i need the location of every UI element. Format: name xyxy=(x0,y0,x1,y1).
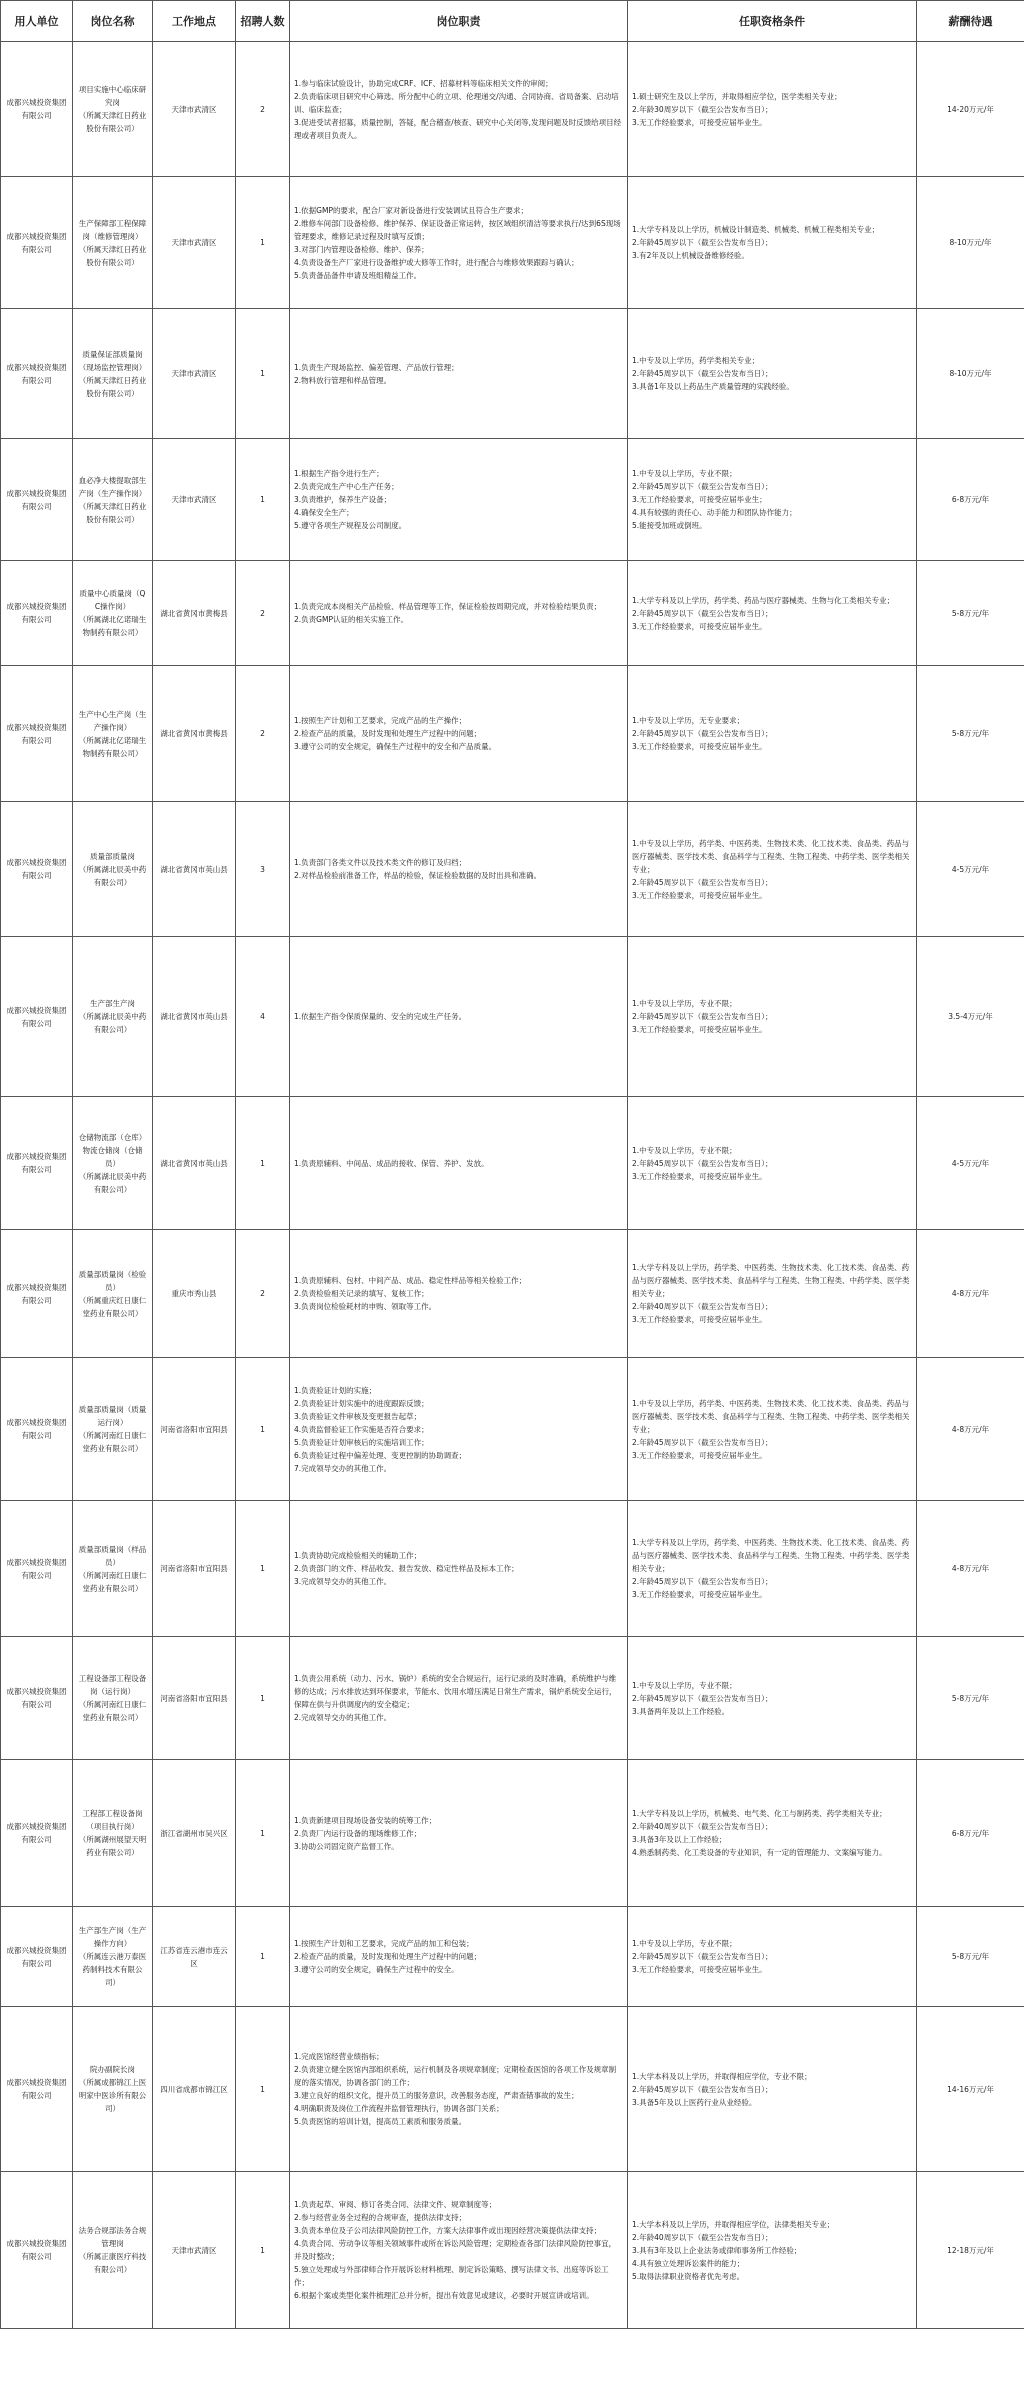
cell-requirements-text: 1.中专及以上学历，专业不限； 2.年龄45周岁以下（截至公告发布当日）； 3.具备两年及以上工作经验。 xyxy=(632,1680,773,1716)
cell-salary-text: 8-10万元/年 xyxy=(949,369,992,378)
cell-position xyxy=(73,1760,153,1907)
cell-count-text: 1 xyxy=(260,495,265,504)
cell-company xyxy=(1,2172,73,2329)
cell-duties-text: 1.负责生产现场监控、偏差管理、产品放行管理； 2.物料放行管理和样品管理。 xyxy=(294,362,459,385)
cell-salary-text: 3.5-4万元/年 xyxy=(948,1012,993,1021)
cell-location-text: 江苏省连云港市连云区 xyxy=(160,1945,228,1968)
cell-position xyxy=(73,177,153,309)
table-body xyxy=(1,42,1024,2329)
cell-location xyxy=(153,1907,236,2007)
cell-duties xyxy=(290,561,628,666)
header-location: 工作地点 xyxy=(153,1,236,42)
cell-location-text: 四川省成都市锦江区 xyxy=(160,2084,228,2094)
cell-duties-text: 1.负责验证计划的实施； 2.负责验证计划实施中的进度跟踪反馈； 3.负责验证文件审核及变更报告起草； 4.负责监督验证工作实施是否符合要求； 5.负责验证计划审核后的实施培训工作； 6.负责验证过程中偏差处理、变更控制的协助调查； 7.完成领导交办的其他工作。 xyxy=(294,1385,467,1473)
cell-salary xyxy=(917,439,1024,561)
cell-company xyxy=(1,1358,73,1501)
cell-count xyxy=(236,1907,290,2007)
cell-requirements-text: 1.中专及以上学历，药学类、中医药类、生物技术类、化工技术类、食品类、药品与医疗器械类、医学技术类、食品科学与工程类、生物工程类、中药学类、医学类相关专业； 2.年龄45周岁以下（截至公告发布当日）； 3.无工作经验要求，可接受应届毕业生。 xyxy=(632,1398,910,1460)
cell-salary-text: 14-20万元/年 xyxy=(947,104,994,114)
cell-count xyxy=(236,1760,290,1907)
cell-company xyxy=(1,802,73,937)
cell-company xyxy=(1,937,73,1097)
cell-location xyxy=(153,177,236,309)
cell-requirements-text: 1.硕士研究生及以上学历，并取得相应学位，医学类相关专业； 2.年龄30周岁以下（截至公告发布当日）； 3.无工作经验要求，可接受应届毕业生。 xyxy=(632,91,842,127)
cell-requirements xyxy=(628,1230,917,1358)
header-requirements: 任职资格条件 xyxy=(628,1,917,42)
cell-count-text: 1 xyxy=(260,1828,265,1838)
cell-position xyxy=(73,937,153,1097)
cell-salary xyxy=(917,1637,1024,1760)
cell-requirements xyxy=(628,666,917,802)
cell-duties xyxy=(290,42,628,177)
cell-requirements xyxy=(628,802,917,937)
cell-count xyxy=(236,309,290,439)
cell-location xyxy=(153,1637,236,1760)
cell-company xyxy=(1,561,73,666)
header-salary: 薪酬待遇 xyxy=(917,1,1024,42)
cell-count xyxy=(236,439,290,561)
cell-duties xyxy=(290,1358,628,1501)
cell-location-text: 重庆市秀山县 xyxy=(171,1289,217,1298)
cell-duties xyxy=(290,1097,628,1230)
table-row xyxy=(1,1358,1024,1501)
cell-requirements-text: 1.中专及以上学历，药学类相关专业； 2.年龄45周岁以下（截至公告发布当日）； 3.具备1年及以上药品生产质量管理的实践经验。 xyxy=(632,356,794,391)
cell-company xyxy=(1,309,73,439)
cell-salary-text: 5-8万元/年 xyxy=(951,1952,990,1961)
cell-requirements xyxy=(628,561,917,666)
cell-count xyxy=(236,1637,290,1760)
cell-count xyxy=(236,1097,290,1230)
cell-location-text: 浙江省湖州市吴兴区 xyxy=(160,1828,228,1838)
cell-company xyxy=(1,2007,73,2172)
cell-salary-text: 4-8万元/年 xyxy=(951,1289,990,1298)
cell-duties-text: 1.依据GMP的要求，配合厂家对新设备进行安装调试且符合生产要求； 2.维修车间部门设备检修、维护保养、保证设备正常运转，按区域组织清洁等要求执行/达到6S现场管理要求，维修记录过程及时填写反馈； 3.对部门内管理设备检修、维护、保养； 4.负责设备生产厂家进行设备维护或大修等工作时，进行配合与维修效果跟踪与确认； 5.负责备品备件申请及班组精益工作。 xyxy=(294,205,621,280)
cell-salary-text: 4-8万元/年 xyxy=(951,1424,990,1434)
cell-location xyxy=(153,1358,236,1501)
cell-duties xyxy=(290,937,628,1097)
cell-duties xyxy=(290,1501,628,1637)
cell-salary xyxy=(917,309,1024,439)
cell-duties-text: 1.负责起草、审阅、修订各类合同、法律文件、规章制度等； 2.参与经营业务全过程的合规审查，提供法律支持； 3.负责本单位及子公司法律风险防控工作，方案大法律事件或出现因经营决策提供法律支持； 4.负责合同、劳动争议等相关领域事件或所在诉讼风险管理；定期检查各部门法律风险防控事宜，并及时整改； 5.独立处理或与外部律师合作开展诉讼材料梳理、制定诉讼策略、撰写法律文书、出庭等诉讼工作； 6.根据个案或类型化案件梳理汇总并分析，提出有效意见或建议，必要时开展宣讲或培训。 xyxy=(294,2200,617,2300)
cell-position xyxy=(73,2172,153,2329)
cell-salary xyxy=(917,1097,1024,1230)
cell-count xyxy=(236,1501,290,1637)
cell-position xyxy=(73,1501,153,1637)
table-row xyxy=(1,2172,1024,2329)
cell-company xyxy=(1,1097,73,1230)
cell-position xyxy=(73,1637,153,1760)
cell-count xyxy=(236,937,290,1097)
cell-salary-text: 6-8万元/年 xyxy=(951,1828,990,1838)
cell-location xyxy=(153,561,236,666)
cell-salary xyxy=(917,2172,1024,2329)
cell-requirements-text: 1.中专及以上学历，无专业要求； 2.年龄45周岁以下（截至公告发布当日）； 3.无工作经验要求，可接受应届毕业生。 xyxy=(632,716,773,751)
cell-requirements-text: 1.中专及以上学历，专业不限； 2.年龄45周岁以下（截至公告发布当日）； 3.无工作经验要求，可接受应届毕业生； 4.具有较强的责任心、动手能力和团队协作能力； 5.能接受加班或倒班。 xyxy=(632,469,797,530)
cell-position xyxy=(73,1230,153,1358)
cell-requirements xyxy=(628,1907,917,2007)
cell-position xyxy=(73,1097,153,1230)
table-row xyxy=(1,937,1024,1097)
cell-count xyxy=(236,802,290,937)
cell-duties-text: 1.负责原辅料、包材、中间产品、成品、稳定性样品等相关检验工作； 2.负责检验相关记录的填写、复核工作； 3.负责岗位检验耗材的申购、领取等工作。 xyxy=(294,1276,527,1311)
cell-position-text: 生产保障部工程保障岗（维修管理岗） （所属天津红日药业股份有限公司） xyxy=(78,218,147,267)
cell-requirements xyxy=(628,439,917,561)
cell-location xyxy=(153,439,236,561)
cell-company xyxy=(1,177,73,309)
cell-requirements xyxy=(628,309,917,439)
cell-requirements xyxy=(628,1760,917,1907)
table-row xyxy=(1,1097,1024,1230)
cell-duties xyxy=(290,666,628,802)
cell-company-text: 成都兴城投资集团有限公司 xyxy=(6,1822,67,1844)
cell-count xyxy=(236,2007,290,2172)
cell-location xyxy=(153,1760,236,1907)
cell-location-text: 天津市武清区 xyxy=(171,2245,217,2255)
table-row xyxy=(1,1907,1024,2007)
cell-requirements xyxy=(628,2007,917,2172)
cell-requirements-text: 1.大学专科及以上学历，机械类、电气类、化工与制药类、药学类相关专业； 2.年龄40周岁以下（截至公告发布当日）； 3.具备3年及以上工作经验； 4.熟悉制药类、化工类设备的专业知识，有一定的管理能力、文案编写能力。 xyxy=(632,1809,887,1857)
cell-requirements-text: 1.中专及以上学历，专业不限； 2.年龄45周岁以下（截至公告发布当日）； 3.无工作经验要求，可接受应届毕业生。 xyxy=(632,1145,773,1181)
cell-position-text: 质量部质量岗（检验员） （所属重庆红日康仁堂药业有限公司） xyxy=(78,1269,147,1318)
cell-requirements-text: 1.中专及以上学历，药学类、中医药类、生物技术类、化工技术类、食品类、药品与医疗器械类、医学技术类、食品科学与工程类、生物工程类、中药学类、医学类相关专业； 2.年龄45周岁以下（截至公告发布当日）； 3.无工作经验要求，可接受应届毕业生。 xyxy=(632,838,910,900)
cell-company-text: 成都兴城投资集团有限公司 xyxy=(6,98,67,120)
table-row xyxy=(1,1501,1024,1637)
table-row xyxy=(1,42,1024,177)
cell-count xyxy=(236,561,290,666)
cell-count xyxy=(236,2172,290,2329)
cell-duties xyxy=(290,439,628,561)
table-row xyxy=(1,177,1024,309)
cell-duties xyxy=(290,802,628,937)
cell-position-text: 生产部生产岗（生产操作方向） （所属连云港万泰医药制料技术有限公司） xyxy=(78,1926,147,1987)
cell-requirements-text: 1.大学专科及以上学历，药学类、药品与医疗器械类、生物与化工类相关专业； 2.年龄45周岁以下（截至公告发布当日）； 3.无工作经验要求，可接受应届毕业生。 xyxy=(632,595,895,631)
cell-salary xyxy=(917,177,1024,309)
cell-requirements-text: 1.中专及以上学历，专业不限； 2.年龄45周岁以下（截至公告发布当日）； 3.无工作经验要求，可接受应届毕业生。 xyxy=(632,999,773,1034)
table-row xyxy=(1,1637,1024,1760)
cell-requirements xyxy=(628,1097,917,1230)
cell-duties-text: 1.完成医馆经营业绩指标； 2.负责建立健全医馆内部组织系统，运行机制及各项规章制度；定期检查医馆的各项工作及规章制度的落实情况，协调各部门的工作； 3.建立良好的组织文化，提升员工的服务意识，改善服务态度，严肃查错事故的发生； 4.明确职责及岗位工作流程并监督管理执行，协调各部门关系； 5.负责医馆的培训计划，提高员工素质和服务质量。 xyxy=(294,2052,617,2126)
cell-company-text: 成都兴城投资集团有限公司 xyxy=(6,722,67,745)
cell-company xyxy=(1,439,73,561)
cell-duties-text: 1.按照生产计划和工艺要求，完成产品的生产操作； 2.检查产品的质量，及时发现和处理生产过程中的问题； 3.遵守公司的安全规定，确保生产过程中的安全和产品质量。 xyxy=(294,716,497,751)
cell-salary-text: 4-8万元/年 xyxy=(951,1564,990,1573)
cell-position-text: 法务合规部法务合规管理岗 （所属正康医疗科技有限公司） xyxy=(78,2226,147,2274)
cell-requirements-text: 1.大学专科及以上学历，药学类、中医药类、生物技术类、化工技术类、食品类、药品与医疗器械类、医学技术类、食品科学与工程类、生物工程类、中药学类、医学类相关专业； 2.年龄40周岁以下（截至公告发布当日）； 3.无工作经验要求，可接受应届毕业生。 xyxy=(632,1263,910,1324)
cell-duties-text: 1.负责协助完成检验相关的辅助工作； 2.负责部门的文件、样品收发、报告发放、稳定性样品及标本工作； 3.完成领导交办的其他工作。 xyxy=(294,1551,519,1586)
cell-position-text: 质量部质量岗（样品员） （所属河南红日康仁堂药业有限公司） xyxy=(78,1544,147,1593)
cell-salary xyxy=(917,802,1024,937)
cell-duties-text: 1.负责部门各类文件以及技术类文件的修订及归档； 2.对样品检验前准备工作，样品的检验，保证检验数据的及时出具和准确。 xyxy=(294,858,542,880)
cell-company-text: 成都兴城投资集团有限公司 xyxy=(6,1945,67,1968)
cell-position-text: 生产中心生产岗（生产操作岗） （所属湖北亿诺瑞生物制药有限公司） xyxy=(78,709,147,758)
cell-duties-text: 1.根据生产指令进行生产； 2.负责完成生产中心生产任务； 3.负责维护，保养生产设备； 4.确保安全生产； 5.遵守各项生产规程及公司制度。 xyxy=(294,469,407,530)
cell-count-text: 1 xyxy=(260,1158,265,1168)
cell-company-text: 成都兴城投资集团有限公司 xyxy=(6,2239,67,2261)
cell-company xyxy=(1,1907,73,2007)
cell-duties xyxy=(290,1907,628,2007)
cell-company-text: 成都兴城投资集团有限公司 xyxy=(6,602,67,624)
cell-count-text: 4 xyxy=(260,1012,265,1021)
cell-position-text: 质量中心质量岗（QC操作岗） （所属湖北亿诺瑞生物制药有限公司） xyxy=(78,589,147,637)
cell-position-text: 项目实施中心临床研究岗 （所属天津红日药业股份有限公司） xyxy=(78,85,147,133)
cell-location-text: 河南省洛阳市宜阳县 xyxy=(160,1424,228,1434)
cell-count xyxy=(236,1358,290,1501)
header-company: 用人单位 xyxy=(1,1,73,42)
cell-salary xyxy=(917,42,1024,177)
cell-count-text: 2 xyxy=(260,729,265,738)
cell-requirements xyxy=(628,1358,917,1501)
cell-salary-text: 5-8万元/年 xyxy=(951,729,990,738)
cell-position-text: 质量部质量岗 （所属湖北辰美中药有限公司） xyxy=(78,851,147,887)
cell-location-text: 湖北省黄冈市黄梅县 xyxy=(160,729,228,738)
cell-salary-text: 8-10万元/年 xyxy=(949,238,992,247)
cell-count-text: 1 xyxy=(260,1952,265,1961)
cell-location-text: 河南省洛阳市宜阳县 xyxy=(160,1693,228,1703)
cell-position-text: 工程设备部工程设备岗（运行岗） （所属河南红日康仁堂药业有限公司） xyxy=(78,1674,147,1722)
cell-duties-text: 1.负责公用系统（动力、污水、锅炉）系统的安全合规运行，运行记录的及时准确，系统维护与维修的达成；污水排放达到环保要求，节能水、饮用水增压满足日常生产需求，锅炉系统安全运行，保障在供与升供调度内的安全稳定； 2.完成领导交办的其他工作。 xyxy=(294,1674,617,1722)
cell-position-text: 血必净大楼提取部生产岗（生产操作岗） （所属天津红日药业股份有限公司） xyxy=(78,475,147,524)
cell-salary xyxy=(917,1760,1024,1907)
cell-salary xyxy=(917,2007,1024,2172)
cell-requirements xyxy=(628,42,917,177)
cell-location-text: 湖北省黄冈市黄梅县 xyxy=(160,608,228,618)
cell-location xyxy=(153,666,236,802)
cell-location-text: 天津市武清区 xyxy=(171,104,217,114)
cell-company-text: 成都兴城投资集团有限公司 xyxy=(6,231,67,254)
cell-company xyxy=(1,42,73,177)
cell-salary-text: 12-18万元/年 xyxy=(947,2245,994,2255)
cell-count-text: 1 xyxy=(260,369,265,378)
cell-duties xyxy=(290,2172,628,2329)
cell-location-text: 天津市武清区 xyxy=(171,495,217,504)
cell-count-text: 1 xyxy=(260,238,265,247)
table-row xyxy=(1,802,1024,937)
cell-count xyxy=(236,666,290,802)
cell-company-text: 成都兴城投资集团有限公司 xyxy=(6,1282,67,1305)
cell-company-text: 成都兴城投资集团有限公司 xyxy=(6,858,67,880)
cell-company xyxy=(1,1230,73,1358)
cell-location-text: 天津市武清区 xyxy=(171,369,217,378)
cell-count-text: 1 xyxy=(260,1424,265,1434)
cell-company xyxy=(1,1501,73,1637)
cell-position-text: 仓储物流部（仓库）物流仓储岗（仓储员） （所属湖北辰美中药有限公司） xyxy=(78,1132,147,1194)
cell-salary xyxy=(917,1230,1024,1358)
cell-position xyxy=(73,309,153,439)
cell-position-text: 质量保证部质量岗（现场监控管理岗） （所属天津红日药业股份有限公司） xyxy=(78,349,147,398)
cell-position xyxy=(73,2007,153,2172)
cell-company-text: 成都兴城投资集团有限公司 xyxy=(6,362,67,385)
cell-count-text: 1 xyxy=(260,2245,265,2255)
cell-salary xyxy=(917,561,1024,666)
header-row xyxy=(1,1,1024,42)
cell-location-text: 湖北省黄冈市英山县 xyxy=(160,1012,228,1021)
cell-requirements-text: 1.大学本科及以上学历，并取得相应学位，法律类相关专业； 2.年龄40周岁以下（截至公告发布当日）； 3.具有3年及以上企业法务或律师事务所工作经验； 4.具有独立处理诉讼案件的能力； 5.取得法律职业资格者优先考虑。 xyxy=(632,2219,835,2281)
cell-count-text: 1 xyxy=(260,2084,265,2094)
cell-count xyxy=(236,42,290,177)
cell-location xyxy=(153,802,236,937)
cell-duties xyxy=(290,177,628,309)
cell-salary-text: 5-8万元/年 xyxy=(951,608,990,618)
cell-requirements-text: 1.中专及以上学历，专业不限； 2.年龄45周岁以下（截至公告发布当日）； 3.无工作经验要求，可接受应届毕业生。 xyxy=(632,1939,773,1974)
cell-count-text: 2 xyxy=(260,104,265,114)
cell-count-text: 2 xyxy=(260,1289,265,1298)
cell-count xyxy=(236,1230,290,1358)
cell-duties xyxy=(290,1230,628,1358)
cell-requirements xyxy=(628,1637,917,1760)
table-row xyxy=(1,561,1024,666)
cell-location-text: 湖北省黄冈市英山县 xyxy=(160,864,228,874)
table-row xyxy=(1,666,1024,802)
cell-count xyxy=(236,177,290,309)
table-row xyxy=(1,309,1024,439)
cell-location-text: 湖北省黄冈市英山县 xyxy=(160,1158,228,1168)
cell-requirements xyxy=(628,2172,917,2329)
header-duties: 岗位职责 xyxy=(290,1,628,42)
cell-salary-text: 4-5万元/年 xyxy=(951,864,990,874)
cell-location xyxy=(153,2172,236,2329)
cell-company-text: 成都兴城投资集团有限公司 xyxy=(6,1152,67,1174)
cell-position xyxy=(73,439,153,561)
cell-company-text: 成都兴城投资集团有限公司 xyxy=(6,1687,67,1709)
header-count: 招聘人数 xyxy=(236,1,290,42)
cell-position xyxy=(73,802,153,937)
cell-duties-text: 1.负责新建项目现场设备安装的统筹工作； 2.负责厂内运行设备的现场维修工作； 3.协助公司固定资产监督工作。 xyxy=(294,1815,437,1851)
cell-location xyxy=(153,937,236,1097)
table-row xyxy=(1,2007,1024,2172)
cell-duties-text: 1.负责完成本岗相关产品检验、样品管理等工作，保证检验按周期完成，并对检验结果负责； 2.负责GMP认证的相关实施工作。 xyxy=(294,602,602,624)
cell-location-text: 河南省洛阳市宜阳县 xyxy=(160,1564,228,1573)
cell-location xyxy=(153,1501,236,1637)
cell-company xyxy=(1,1637,73,1760)
cell-position-text: 质量部质量岗（质量运行岗） （所属河南红日康仁堂药业有限公司） xyxy=(78,1405,147,1453)
cell-position xyxy=(73,1358,153,1501)
cell-duties xyxy=(290,2007,628,2172)
cell-salary-text: 5-8万元/年 xyxy=(951,1693,990,1703)
cell-position xyxy=(73,1907,153,2007)
cell-location xyxy=(153,1097,236,1230)
cell-salary xyxy=(917,1358,1024,1501)
cell-salary xyxy=(917,666,1024,802)
table-row xyxy=(1,439,1024,561)
cell-company-text: 成都兴城投资集团有限公司 xyxy=(6,1005,67,1028)
cell-duties-text: 1.按照生产计划和工艺要求，完成产品的加工和包装； 2.检查产品的质量，及时发现和处理生产过程中的问题； 3.遵守公司的安全规定，确保生产过程中的安全。 xyxy=(294,1939,482,1974)
cell-count-text: 3 xyxy=(260,864,265,874)
cell-salary-text: 4-5万元/年 xyxy=(951,1158,990,1168)
cell-company xyxy=(1,666,73,802)
cell-salary-text: 6-8万元/年 xyxy=(951,495,990,504)
cell-company-text: 成都兴城投资集团有限公司 xyxy=(6,1418,67,1440)
cell-location xyxy=(153,2007,236,2172)
cell-duties-text: 1.负责原辅料、中间品、成品的接收、保管、养护、发放。 xyxy=(294,1158,489,1168)
cell-location xyxy=(153,1230,236,1358)
table-row xyxy=(1,1230,1024,1358)
cell-location xyxy=(153,309,236,439)
cell-requirements xyxy=(628,177,917,309)
cell-duties xyxy=(290,1760,628,1907)
cell-duties-text: 1.参与临床试验设计，协助完成CRF、ICF、招募材料等临床相关文件的审阅； 2.负责临床项目研究中心筛选、所分配中心的立项、伦理递交/沟通、合同协商、省局备案、启动培训、临床监查； 3.促进受试者招募，质量控制，答疑，配合稽查/核查、研究中心关闭等,发现问题及时反馈给项目经理或者项目负责人。 xyxy=(294,78,622,140)
cell-company-text: 成都兴城投资集团有限公司 xyxy=(6,488,67,511)
header-position: 岗位名称 xyxy=(73,1,153,42)
cell-company xyxy=(1,1760,73,1907)
cell-salary xyxy=(917,1501,1024,1637)
cell-salary xyxy=(917,1907,1024,2007)
cell-position-text: 工程部工程设备岗（项目执行岗） （所属湖州展望天明药业有限公司） xyxy=(78,1809,147,1857)
cell-salary xyxy=(917,937,1024,1097)
cell-position xyxy=(73,561,153,666)
cell-duties xyxy=(290,1637,628,1760)
cell-company-text: 成都兴城投资集团有限公司 xyxy=(6,2078,67,2100)
cell-requirements-text: 1.大学本科及以上学历，并取得相应学位，专业不限； 2.年龄45周岁以下（截至公告发布当日）； 3.具备5年及以上医药行业从业经验。 xyxy=(632,2071,812,2107)
cell-salary-text: 14-16万元/年 xyxy=(947,2084,994,2094)
cell-location-text: 天津市武清区 xyxy=(171,238,217,247)
cell-requirements-text: 1.大学专科及以上学历，药学类、中医药类、生物技术类、化工技术类、食品类、药品与医疗器械类、医学技术类、食品科学与工程类、生物工程类、中药学类、医学类相关专业； 2.年龄45周岁以下（截至公告发布当日）； 3.无工作经验要求，可接受应届毕业生。 xyxy=(632,1538,910,1599)
cell-position xyxy=(73,42,153,177)
cell-position xyxy=(73,666,153,802)
cell-position-text: 生产部生产岗 （所属湖北辰美中药有限公司） xyxy=(78,999,147,1034)
cell-duties xyxy=(290,309,628,439)
cell-requirements xyxy=(628,1501,917,1637)
cell-company-text: 成都兴城投资集团有限公司 xyxy=(6,1557,67,1580)
cell-position-text: 院办副院长岗 （所属成都锦江上医明家中医诊所有限公司） xyxy=(78,2065,147,2113)
cell-count-text: 2 xyxy=(260,608,265,618)
cell-count-text: 1 xyxy=(260,1693,265,1703)
cell-duties-text: 1.依据生产指令保质保量的、安全的完成生产任务。 xyxy=(294,1012,467,1021)
cell-count-text: 1 xyxy=(260,1564,265,1573)
table-row xyxy=(1,1760,1024,1907)
cell-requirements xyxy=(628,937,917,1097)
cell-requirements-text: 1.大学专科及以上学历，机械设计制造类、机械类、机械工程类相关专业； 2.年龄45周岁以下（截至公告发布当日）； 3.有2年及以上机械设备维修经验。 xyxy=(632,225,880,260)
cell-location xyxy=(153,42,236,177)
